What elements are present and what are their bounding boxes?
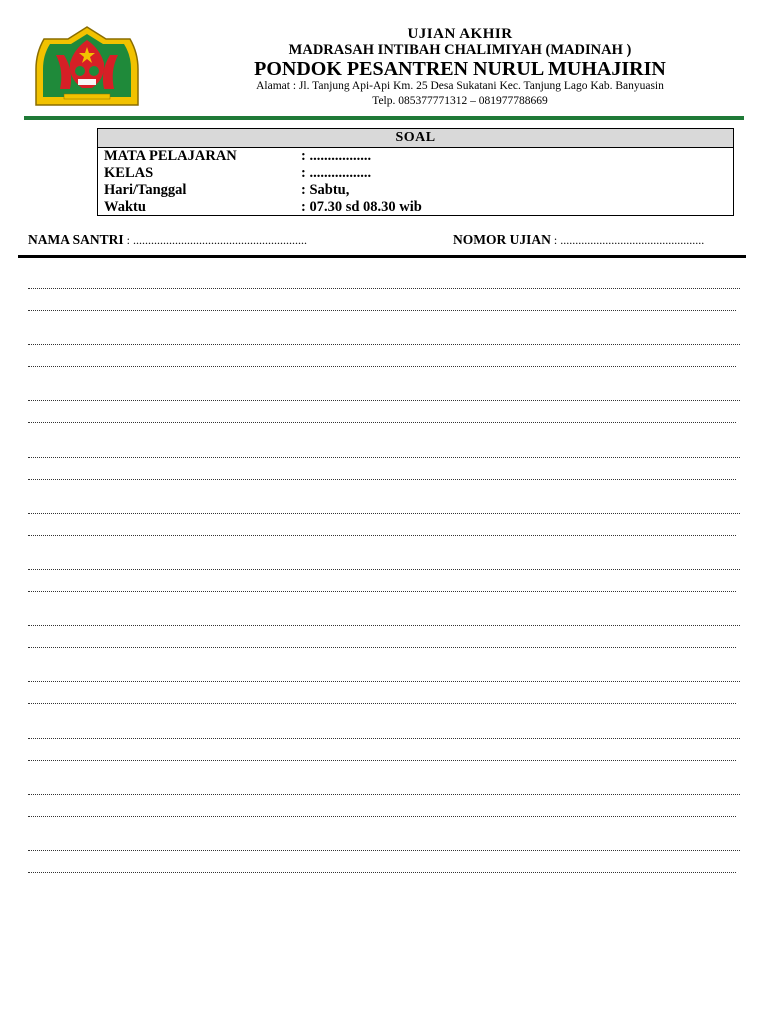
day-date-label: Hari/Tanggal [104, 182, 187, 198]
answer-line[interactable] [28, 647, 736, 648]
time-value: : 07.30 sd 08.30 wib [301, 199, 422, 215]
exam-number-blank: : ................................................ [550, 233, 705, 247]
info-row-time [98, 199, 733, 216]
answer-line[interactable] [28, 366, 736, 367]
identity-divider [18, 255, 746, 258]
header-divider [24, 116, 744, 120]
info-row-subject [98, 148, 733, 165]
student-name-label: NAMA SANTRI [28, 232, 124, 247]
answer-line[interactable] [28, 569, 740, 570]
address-text: Alamat : Jl. Tanjung Api-Api Km. 25 Desa Sukatani Kec. Tanjung Lago Kab. Banyuasin [256, 80, 664, 92]
exam-number-field[interactable] [453, 232, 704, 248]
soal-heading: SOAL [98, 129, 733, 148]
soal-info-box [97, 128, 734, 216]
answer-line[interactable] [28, 310, 736, 311]
answer-line[interactable] [28, 479, 736, 480]
info-row-class [98, 165, 733, 182]
answer-line[interactable] [28, 738, 740, 739]
exam-number-label: NOMOR UJIAN [453, 232, 551, 247]
answer-line[interactable] [28, 591, 736, 592]
class-value: : ................. [301, 165, 372, 181]
answer-line[interactable] [28, 344, 740, 345]
exam-title: UJIAN AKHIR [407, 26, 513, 42]
student-name-blank: : .......................................................... [123, 233, 307, 247]
pesantren-name: PONDOK PESANTREN NURUL MUHAJIRIN [254, 58, 666, 80]
answer-line[interactable] [28, 625, 740, 626]
school-logo [34, 25, 140, 109]
subject-label: MATA PELAJARAN [104, 148, 237, 164]
student-name-field[interactable] [28, 232, 307, 248]
answer-line[interactable] [28, 703, 736, 704]
answer-line[interactable] [28, 794, 740, 795]
answer-line[interactable] [28, 850, 740, 851]
time-label: Waktu [104, 199, 146, 215]
answer-line[interactable] [28, 872, 736, 873]
day-date-value: : Sabtu, [301, 182, 350, 198]
phone-text: Telp. 085377771312 – 081977788669 [372, 95, 548, 107]
answer-line[interactable] [28, 513, 740, 514]
answer-line[interactable] [28, 681, 740, 682]
answer-line[interactable] [28, 288, 740, 289]
info-row-day-date [98, 182, 733, 199]
madrasah-name: MADRASAH INTIBAH CHALIMIYAH (MADINAH ) [288, 42, 632, 58]
answer-line[interactable] [28, 457, 740, 458]
answer-line[interactable] [28, 760, 736, 761]
answer-line[interactable] [28, 535, 736, 536]
answer-line[interactable] [28, 400, 740, 401]
class-label: KELAS [104, 165, 154, 181]
subject-value: : ................. [301, 148, 372, 164]
answer-line[interactable] [28, 422, 736, 423]
answer-line[interactable] [28, 816, 736, 817]
